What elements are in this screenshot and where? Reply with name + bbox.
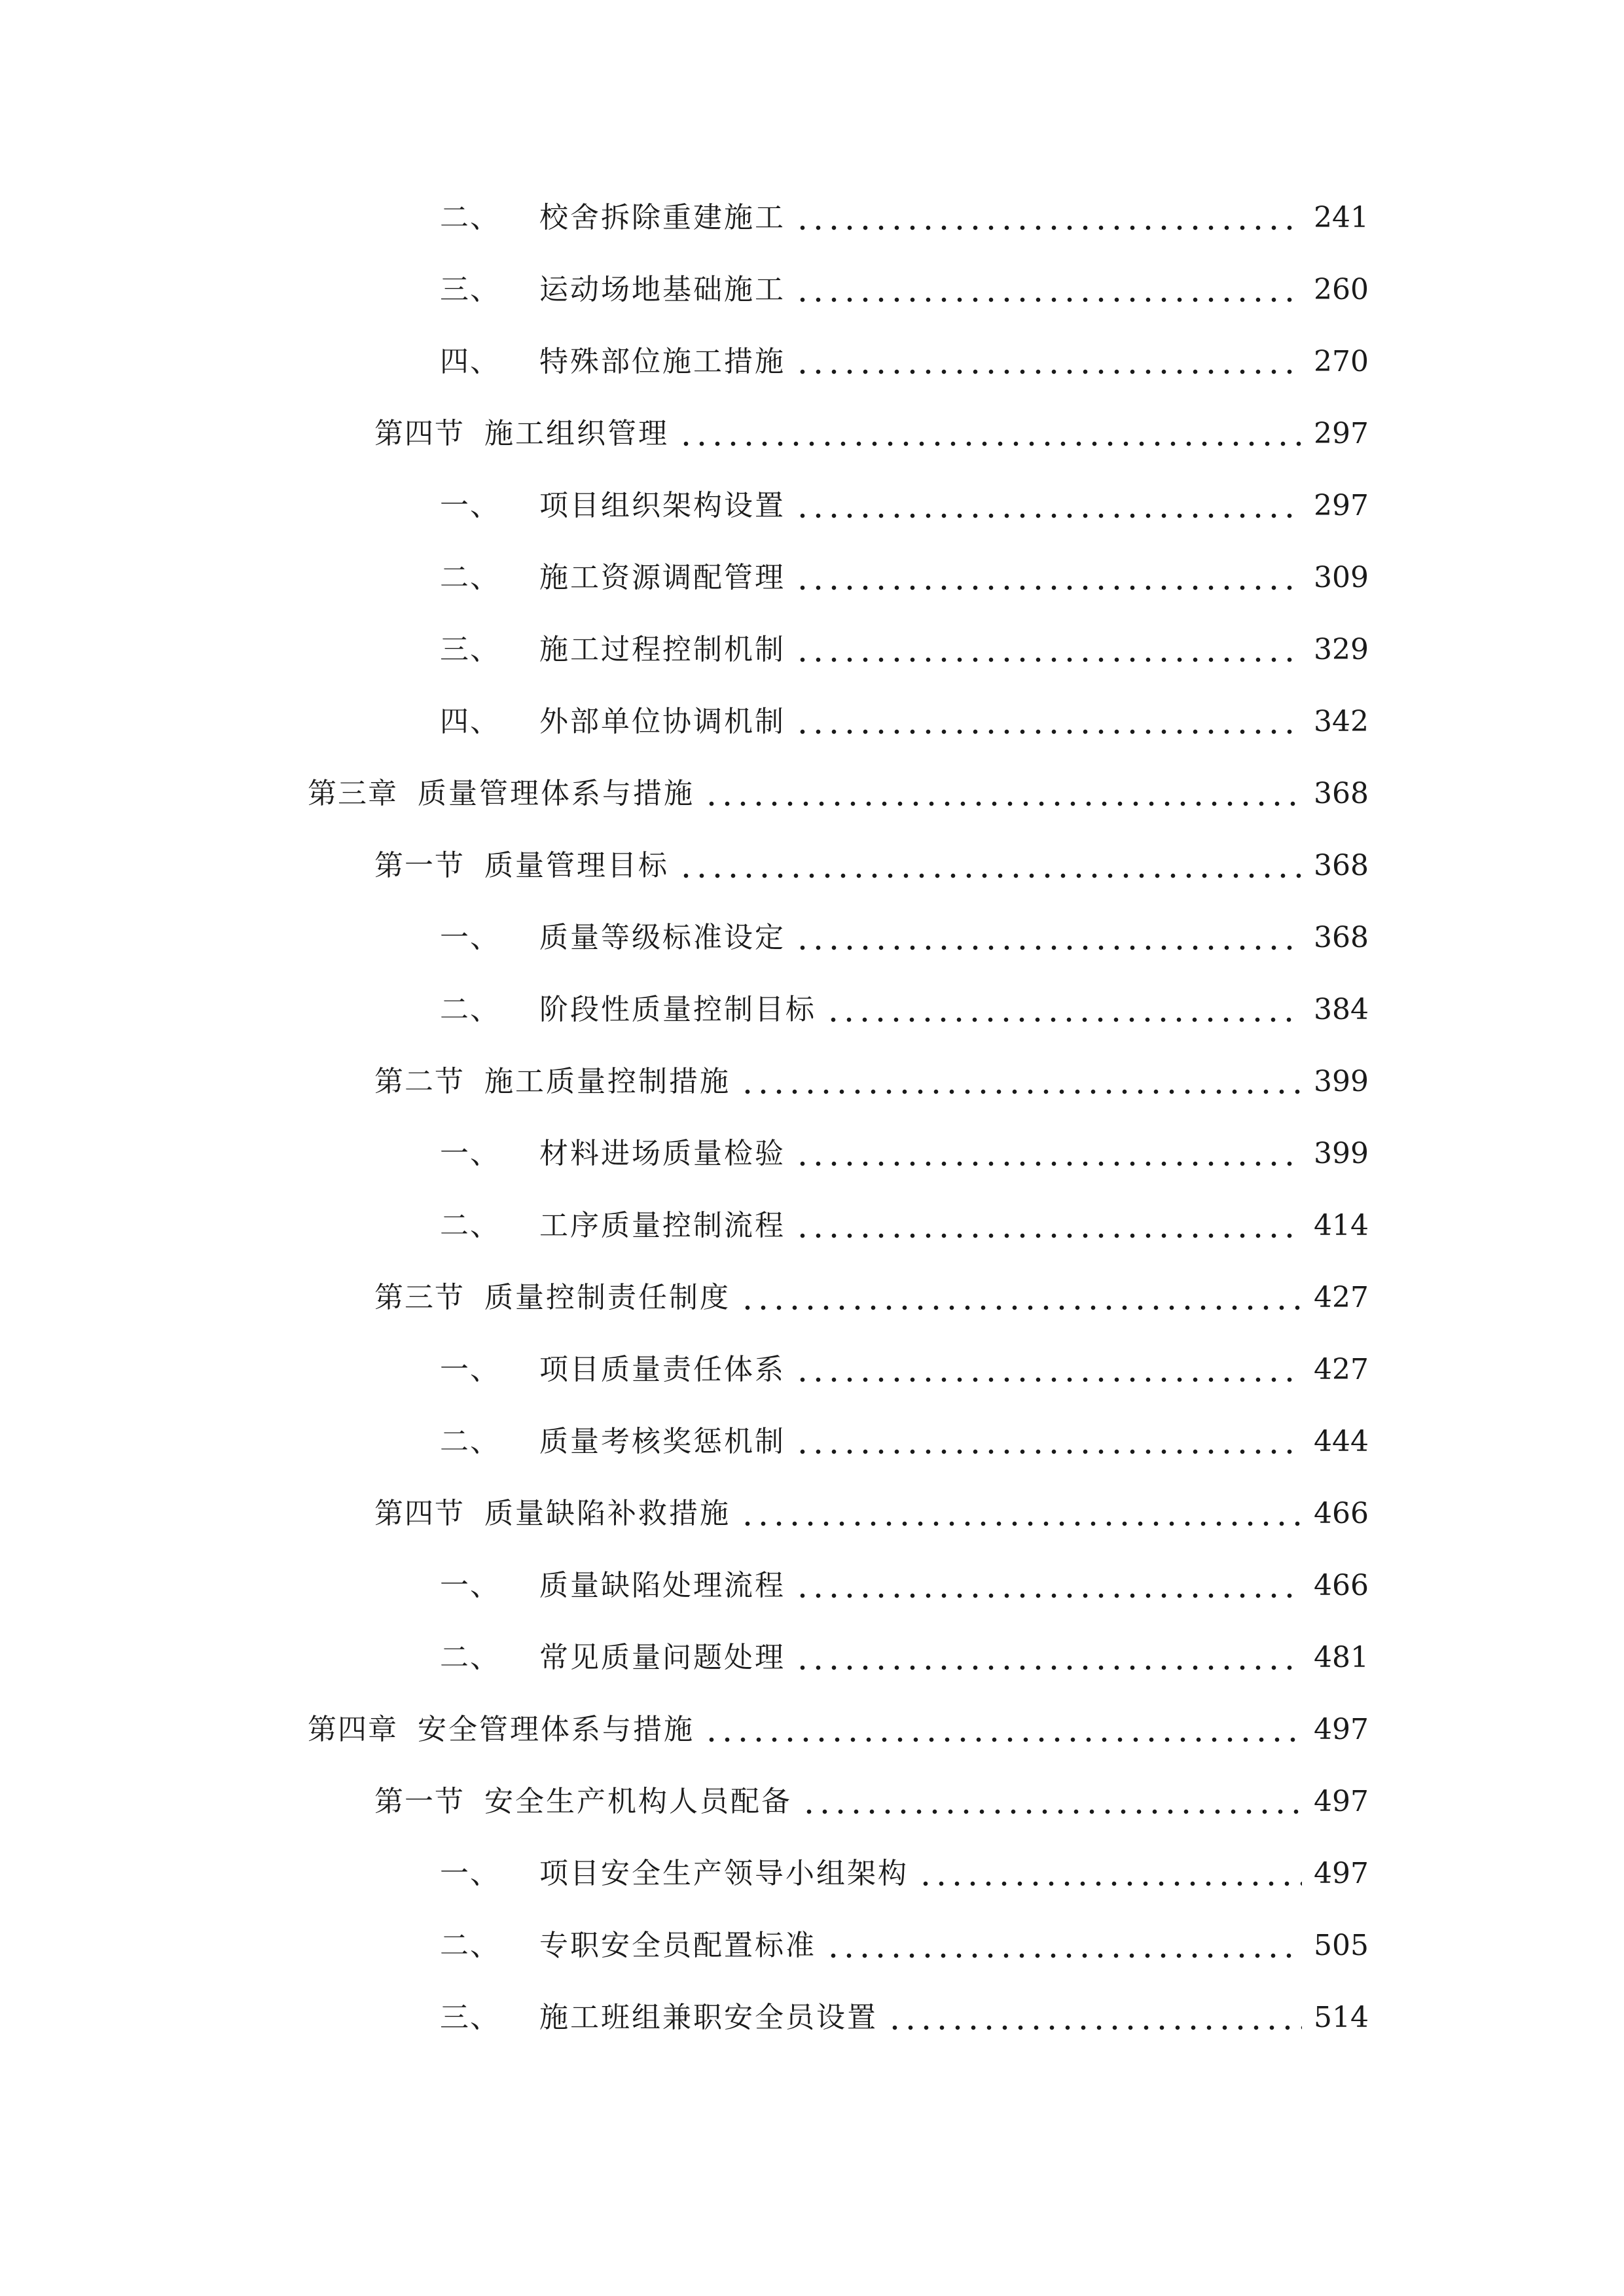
- dot-leader: [795, 1203, 1302, 1249]
- entry-number: 二、: [440, 1425, 500, 1458]
- entry-page-number: 505: [1314, 1929, 1369, 1962]
- entry-number: 第一节: [374, 1785, 465, 1818]
- entry-title: 校舍拆除重建施工: [539, 201, 785, 234]
- dot-leader: [740, 1275, 1302, 1321]
- dot-leader: [795, 195, 1302, 241]
- entry-title: 项目组织架构设置: [539, 489, 785, 522]
- entry-page-number: 481: [1314, 1641, 1369, 1674]
- entry-title: 质量管理目标: [484, 849, 669, 882]
- entry-page-number: 466: [1314, 1497, 1369, 1530]
- entry-title: 外部单位协调机制: [539, 705, 785, 738]
- entry-number: 第四章: [308, 1713, 398, 1746]
- entry-number: 第三节: [374, 1281, 465, 1314]
- toc-entry[interactable]: [308, 771, 1369, 817]
- entry-title: 材料进场质量检验: [539, 1137, 785, 1170]
- entry-number: 第四节: [374, 1497, 465, 1530]
- dot-leader: [918, 1851, 1302, 1897]
- dot-leader: [740, 1491, 1302, 1537]
- entry-title: 工序质量控制流程: [539, 1209, 785, 1242]
- toc-entry[interactable]: [440, 339, 1369, 385]
- entry-number: 一、: [440, 1857, 500, 1890]
- entry-page-number: 414: [1314, 1209, 1369, 1242]
- toc-entry[interactable]: [440, 915, 1369, 961]
- toc-entry[interactable]: [440, 267, 1369, 313]
- entry-title: 施工过程控制机制: [539, 633, 785, 666]
- entry-title: 质量缺陷处理流程: [539, 1569, 785, 1602]
- dot-leader: [795, 267, 1302, 313]
- entry-title: 质量等级标准设定: [539, 921, 785, 954]
- entry-number: 二、: [440, 561, 500, 594]
- entry-page-number: 514: [1314, 2001, 1369, 2034]
- entry-title: 专职安全员配置标准: [539, 1929, 816, 1962]
- dot-leader: [795, 1635, 1302, 1681]
- dot-leader: [740, 1059, 1302, 1105]
- entry-number: 一、: [440, 921, 500, 954]
- dot-leader: [678, 843, 1302, 889]
- toc-entry[interactable]: [374, 1779, 1369, 1825]
- toc-entry[interactable]: [440, 1131, 1369, 1177]
- entry-number: 二、: [440, 1209, 500, 1242]
- entry-page-number: 497: [1314, 1857, 1369, 1890]
- entry-title: 特殊部位施工措施: [539, 345, 785, 378]
- dot-leader: [795, 915, 1302, 961]
- toc-entry[interactable]: [440, 1995, 1369, 2041]
- dot-leader: [795, 339, 1302, 385]
- toc-entry[interactable]: [374, 411, 1369, 457]
- entry-title: 施工质量控制措施: [484, 1065, 731, 1098]
- entry-title: 运动场地基础施工: [539, 273, 785, 306]
- dot-leader: [795, 555, 1302, 601]
- entry-number: 三、: [440, 2001, 500, 2034]
- toc-entry[interactable]: [440, 1203, 1369, 1249]
- entry-page-number: 297: [1314, 489, 1369, 522]
- dot-leader: [795, 1563, 1302, 1609]
- entry-title: 施工组织管理: [484, 417, 669, 450]
- dot-leader: [678, 411, 1302, 457]
- dot-leader: [704, 771, 1302, 817]
- entry-number: 二、: [440, 1929, 500, 1962]
- entry-title: 质量控制责任制度: [484, 1281, 731, 1314]
- entry-title: 安全管理体系与措施: [418, 1713, 695, 1746]
- entry-number: 第二节: [374, 1065, 465, 1098]
- dot-leader: [801, 1779, 1302, 1825]
- dot-leader: [795, 627, 1302, 673]
- entry-page-number: 309: [1314, 561, 1369, 594]
- entry-page-number: 427: [1314, 1353, 1369, 1386]
- dot-leader: [795, 699, 1302, 745]
- entry-page-number: 368: [1314, 921, 1369, 954]
- entry-number: 一、: [440, 489, 500, 522]
- entry-page-number: 260: [1314, 273, 1369, 306]
- entry-number: 第四节: [374, 417, 465, 450]
- entry-page-number: 368: [1314, 777, 1369, 810]
- entry-page-number: 497: [1314, 1713, 1369, 1746]
- toc-entry[interactable]: [440, 195, 1369, 241]
- entry-page-number: 297: [1314, 417, 1369, 450]
- toc-entry[interactable]: [440, 1563, 1369, 1609]
- entry-number: 三、: [440, 633, 500, 666]
- toc-entry[interactable]: [374, 843, 1369, 889]
- entry-number: 二、: [440, 201, 500, 234]
- toc-entry[interactable]: [440, 1347, 1369, 1393]
- dot-leader: [795, 1131, 1302, 1177]
- entry-page-number: 466: [1314, 1569, 1369, 1602]
- toc-entry[interactable]: [440, 987, 1369, 1033]
- entry-number: 一、: [440, 1353, 500, 1386]
- toc-entry[interactable]: [440, 1635, 1369, 1681]
- entry-page-number: 427: [1314, 1281, 1369, 1314]
- toc-entry[interactable]: [440, 483, 1369, 529]
- toc-entry[interactable]: [440, 1419, 1369, 1465]
- entry-page-number: 241: [1314, 201, 1369, 234]
- entry-number: 一、: [440, 1137, 500, 1170]
- toc-entry[interactable]: [374, 1275, 1369, 1321]
- dot-leader: [887, 1995, 1302, 2041]
- dot-leader: [704, 1707, 1302, 1753]
- entry-number: 第三章: [308, 777, 398, 810]
- entry-title: 项目质量责任体系: [539, 1353, 785, 1386]
- entry-number: 二、: [440, 1641, 500, 1674]
- entry-number: 四、: [440, 345, 500, 378]
- entry-number: 第一节: [374, 849, 465, 882]
- dot-leader: [825, 987, 1302, 1033]
- dot-leader: [795, 1419, 1302, 1465]
- toc-entry[interactable]: [440, 1851, 1369, 1897]
- entry-title: 施工班组兼职安全员设置: [539, 2001, 878, 2034]
- toc-entry[interactable]: [440, 555, 1369, 601]
- entry-title: 质量缺陷补救措施: [484, 1497, 731, 1530]
- toc-entry[interactable]: [374, 1059, 1369, 1105]
- entry-number: 四、: [440, 705, 500, 738]
- entry-title: 质量管理体系与措施: [418, 777, 695, 810]
- entry-page-number: 444: [1314, 1425, 1369, 1458]
- entry-page-number: 329: [1314, 633, 1369, 666]
- entry-number: 三、: [440, 273, 500, 306]
- entry-page-number: 368: [1314, 849, 1369, 882]
- entry-page-number: 497: [1314, 1785, 1369, 1818]
- entry-page-number: 270: [1314, 345, 1369, 378]
- entry-title: 安全生产机构人员配备: [484, 1785, 792, 1818]
- toc-entry[interactable]: [440, 1923, 1369, 1969]
- entry-title: 常见质量问题处理: [539, 1641, 785, 1674]
- dot-leader: [795, 483, 1302, 529]
- entry-page-number: 399: [1314, 1065, 1369, 1098]
- entry-page-number: 342: [1314, 705, 1369, 738]
- toc-entry[interactable]: [374, 1491, 1369, 1537]
- toc-entry[interactable]: [440, 699, 1369, 745]
- entry-title: 施工资源调配管理: [539, 561, 785, 594]
- entry-number: 二、: [440, 993, 500, 1026]
- toc-entry[interactable]: [308, 1707, 1369, 1753]
- entry-title: 阶段性质量控制目标: [539, 993, 816, 1026]
- dot-leader: [825, 1923, 1302, 1969]
- entry-page-number: 384: [1314, 993, 1369, 1026]
- entry-title: 项目安全生产领导小组架构: [539, 1857, 909, 1890]
- entry-number: 一、: [440, 1569, 500, 1602]
- toc-entry[interactable]: [440, 627, 1369, 673]
- entry-page-number: 399: [1314, 1137, 1369, 1170]
- dot-leader: [795, 1347, 1302, 1393]
- entry-title: 质量考核奖惩机制: [539, 1425, 785, 1458]
